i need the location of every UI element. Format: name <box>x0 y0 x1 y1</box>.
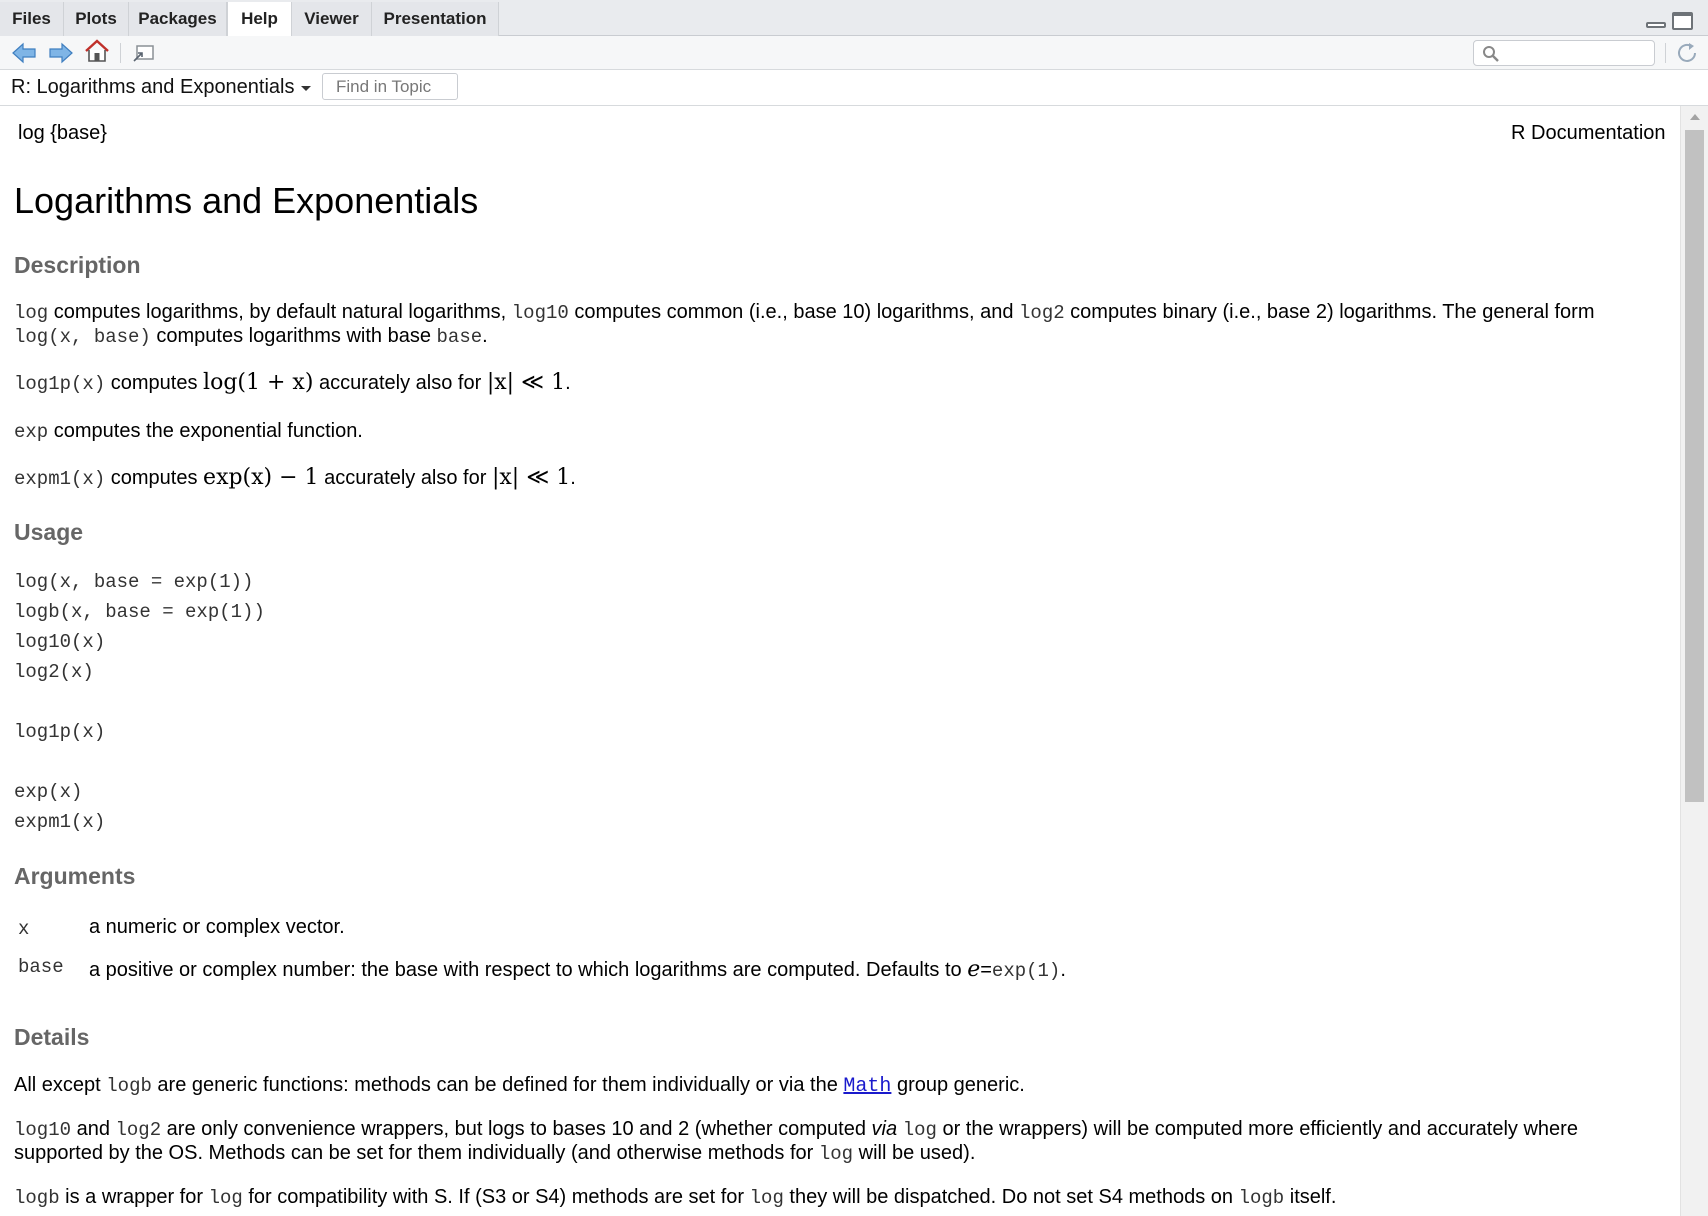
argument-desc-x: a numeric or complex vector. <box>89 916 345 938</box>
tab-help[interactable]: Help <box>227 2 292 37</box>
vertical-scrollbar[interactable] <box>1680 106 1708 1216</box>
description-line-1: log computes logarithms, by default natural logarithms, log10 computes common (i.e., base 10) logarithms, and log2 computes binary (i.e., base 2) logarithms. The general form <box>14 301 1595 324</box>
toolbar-separator <box>120 43 121 63</box>
toolbar-separator <box>1665 43 1666 63</box>
scroll-up-arrow-icon[interactable] <box>1690 114 1700 120</box>
help-search-input[interactable] <box>1504 44 1649 62</box>
usage-line: log2(x) <box>14 661 94 683</box>
description-heading: Description <box>14 252 141 278</box>
search-icon <box>1482 45 1500 63</box>
popout-icon[interactable] <box>131 41 157 65</box>
usage-line: log(x, base = exp(1)) <box>14 571 254 593</box>
description-log1p: log1p(x) computes log(1 + x) accurately also for |x| ≪ 1. <box>14 370 571 395</box>
usage-heading: Usage <box>14 519 84 545</box>
argument-desc-base: a positive or complex number: the base with respect to which logarithms are computed. Defaults to e=exp(1). <box>89 957 1066 982</box>
topic-title-dropdown[interactable]: R: Logarithms and Exponentials <box>11 76 295 98</box>
usage-line: log10(x) <box>14 631 106 653</box>
refresh-icon[interactable] <box>1675 41 1701 65</box>
details-heading: Details <box>14 1024 90 1050</box>
package-label: log {base} <box>18 122 107 144</box>
find-in-topic-input[interactable] <box>336 75 460 98</box>
help-document <box>0 106 1680 1216</box>
usage-line: expm1(x) <box>14 811 106 833</box>
description-line-2: log(x, base) computes logarithms with base base. <box>14 325 488 348</box>
tab-presentation[interactable]: Presentation <box>372 2 499 36</box>
details-para-1: All except logb are generic functions: methods can be defined for them individually or via the Math group generic. <box>14 1074 1025 1098</box>
tab-plots[interactable]: Plots <box>64 2 129 36</box>
details-para-3: logb is a wrapper for log for compatibility with S. If (S3 or S4) methods are set for log they will be dispatched. Do not set S4 methods on logb itself. <box>14 1186 1337 1209</box>
usage-line: log1p(x) <box>14 721 106 743</box>
arguments-heading: Arguments <box>14 863 136 889</box>
pane-tab-bar <box>0 0 1708 36</box>
help-search-field[interactable] <box>1473 40 1655 66</box>
help-toolbar <box>0 36 1708 70</box>
back-arrow-icon[interactable] <box>11 41 37 65</box>
description-expm1: expm1(x) computes exp(x) − 1 accurately also for |x| ≪ 1. <box>14 465 576 490</box>
math-link[interactable]: Math <box>843 1075 892 1098</box>
forward-arrow-icon[interactable] <box>48 41 74 65</box>
argument-name-x: x <box>18 918 30 940</box>
page-title: Logarithms and Exponentials <box>14 180 479 221</box>
details-para-2-line-2: supported by the OS. Methods can be set for them individually (and otherwise methods for log will be used). <box>14 1142 976 1165</box>
scrollbar-thumb[interactable] <box>1685 130 1704 802</box>
usage-line: exp(x) <box>14 781 83 803</box>
usage-line: logb(x, base = exp(1)) <box>14 601 265 623</box>
tab-files[interactable]: Files <box>0 2 64 36</box>
chevron-down-icon[interactable] <box>301 86 311 91</box>
tab-packages[interactable]: Packages <box>129 2 227 36</box>
tab-viewer[interactable]: Viewer <box>292 2 372 36</box>
maximize-pane-icon[interactable] <box>1672 12 1693 30</box>
r-documentation-label: R Documentation <box>1511 122 1666 144</box>
details-para-2-line-1: log10 and log2 are only convenience wrappers, but logs to bases 10 and 2 (whether computed via log or the wrappers) will be computed more efficiently and accurately where <box>14 1118 1578 1141</box>
description-exp: exp computes the exponential function. <box>14 420 363 443</box>
minimize-pane-icon[interactable] <box>1646 22 1666 28</box>
find-in-topic-field[interactable] <box>322 73 458 100</box>
argument-name-base: base <box>18 956 64 978</box>
home-icon[interactable] <box>84 39 110 63</box>
topic-bar <box>0 70 1708 106</box>
